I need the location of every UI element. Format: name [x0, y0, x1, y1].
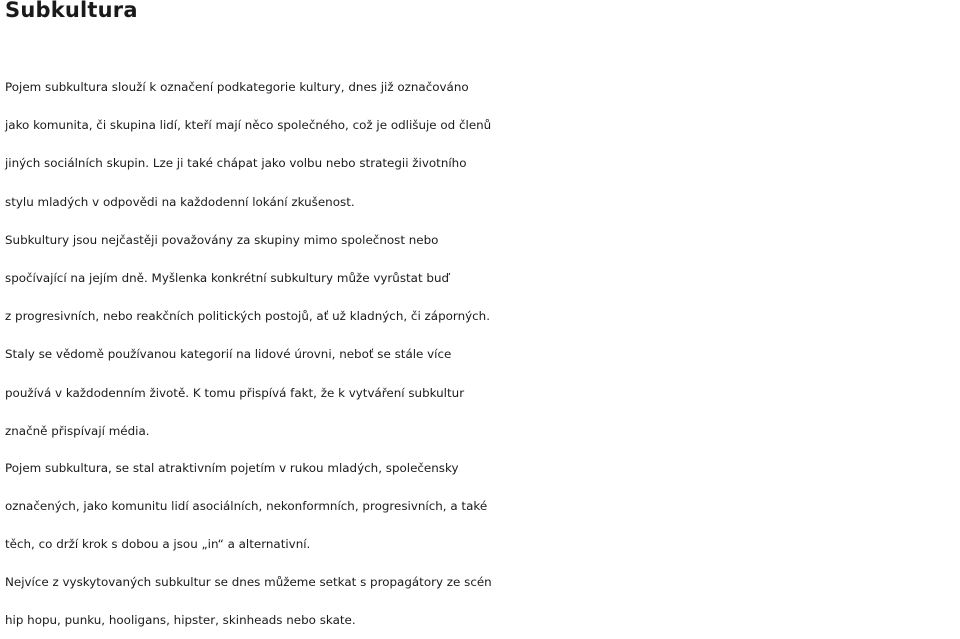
paragraph-definition — [5, 68, 960, 450]
text-line: stylu mladých v odpovědi na každodenní lokání zkušenost. — [5, 194, 355, 209]
text-line: spočívající na jejím dně. Myšlenka konkrétní subkultury může vyrůstat buď — [5, 271, 450, 286]
text-line: z progresivních, nebo reakčních politických postojů, ať už kladných, či záporných. — [5, 309, 491, 324]
text-line: značně přispívají média. — [5, 423, 150, 438]
paragraph-common-subcultures — [5, 563, 960, 639]
document-title: Subkultura — [5, 0, 138, 22]
text-line: těch, co drží krok s dobou a jsou „in“ a alternativní. — [5, 537, 311, 552]
text-line: jako komunita, či skupina lidí, kteří mají něco společného, což je odlišuje od členů — [5, 118, 492, 133]
text-line: označených, jako komunitu lidí asociálních, nekonformních, progresivních, a také — [5, 499, 488, 514]
text-line: Subkultury jsou nejčastěji považovány za skupiny mimo společnost nebo — [5, 232, 439, 247]
text-line: Nejvíce z vyskytovaných subkultur se dnes můžeme setkat s propagátory ze scén — [5, 575, 492, 589]
text-line: Pojem subkultura, se stal atraktivním pojetím v rukou mladých, společensky — [5, 461, 459, 475]
text-line: hip hopu, punku, hooligans, hipster, skinheads nebo skate. — [5, 613, 356, 628]
text-line: Pojem subkultura slouží k označení podkategorie kultury, dnes již označováno — [5, 80, 469, 94]
paragraph-attractiveness — [5, 449, 960, 564]
text-line: jiných sociálních skupin. Lze ji také chápat jako volbu nebo strategii životního — [5, 156, 467, 171]
text-line: používá v každodenním životě. K tomu přispívá fakt, že k vytváření subkultur — [5, 385, 465, 400]
text-line: Staly se vědomě používanou kategorií na lidové úrovni, neboť se stále více — [5, 347, 452, 362]
